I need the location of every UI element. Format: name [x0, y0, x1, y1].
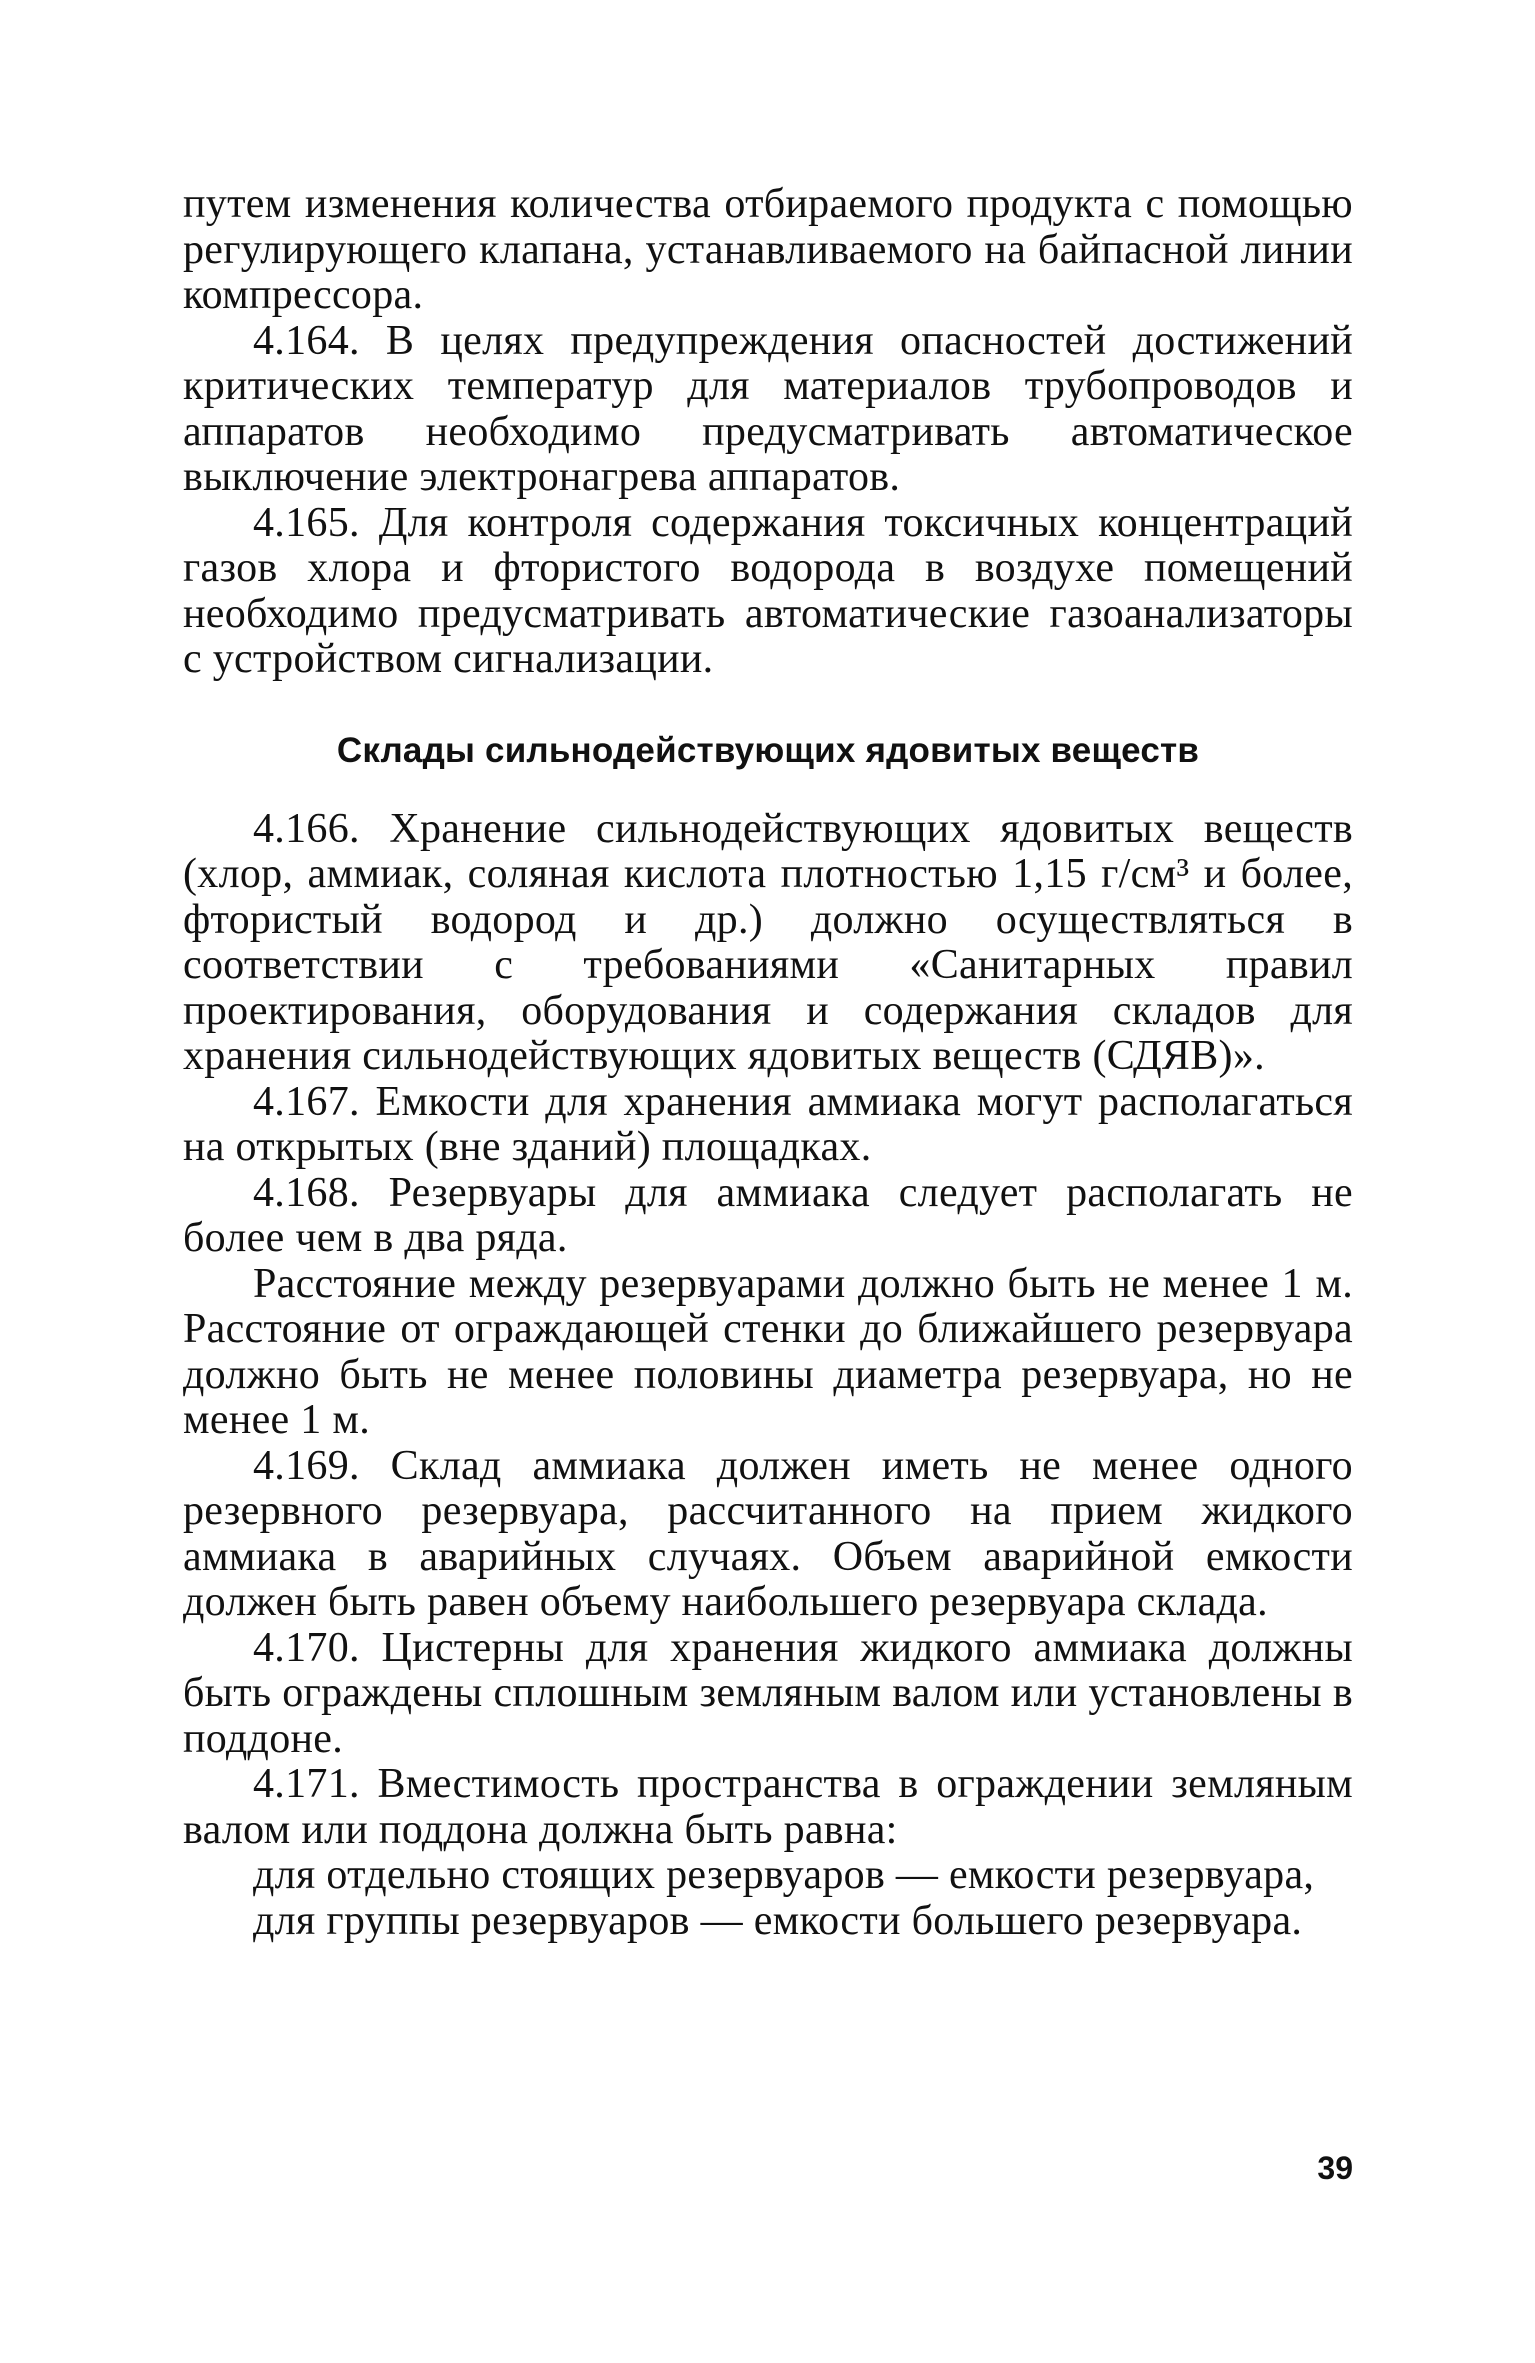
- paragraph-4-168: 4.168. Резервуары для аммиака следует располагать не более чем в два ряда.: [183, 1169, 1353, 1261]
- paragraph-4-171-single: для отдельно стоящих резервуаров — емкости резервуара,: [253, 1852, 1315, 1898]
- paragraph-4-171: 4.171. Вместимость пространства в ограждении земляным валом или поддона должна быть равна:: [183, 1761, 1353, 1853]
- paragraph-continuation: путем изменения количества отбираемого продукта с помощью регулирующего клапана, устанавливаемого на байпасной линии компрессора.: [183, 181, 1353, 318]
- paragraph-4-169: 4.169. Склад аммиака должен иметь не менее одного резервного резервуара, рассчитанного на прием жидкого аммиака в аварийных случаях. Объем аварийной емкости должен быть равен объему наибольшего резервуара склада.: [183, 1442, 1353, 1625]
- paragraph-4-168-distance: Расстояние между резервуарами должно быть не менее 1 м. Расстояние от ограждающей стенки до ближайшего резервуара должно быть не менее половины диаметра резервуара, но не менее 1 м.: [183, 1260, 1353, 1443]
- paragraph-4-167: 4.167. Емкости для хранения аммиака могут располагаться на открытых (вне зданий) площадках.: [183, 1078, 1353, 1170]
- paragraph-4-171-group: для группы резервуаров — емкости большего резервуара.: [253, 1897, 1303, 1944]
- section-heading: Склады сильнодействующих ядовитых веществ: [336, 730, 1200, 770]
- paragraph-4-165: 4.165. Для контроля содержания токсичных концентраций газов хлора и фтористого водорода в воздухе помещений необходимо предусматривать автоматические газоанализаторы с устройством сигнализации.: [183, 499, 1353, 682]
- paragraph-4-166: 4.166. Хранение сильнодействующих ядовитых веществ (хлор, аммиак, соляная кислота плотностью 1,15 г/см³ и более, фтористый водород и др.) должно осуществляться в соответствии с требованиями «Санитарных правил проектирования, оборудования и содержания складов для хранения сильнодействующих ядовитых веществ (СДЯВ)».: [183, 805, 1353, 1079]
- document-page: [183, 182, 1353, 1944]
- paragraph-4-164: 4.164. В целях предупреждения опасностей достижений критических температур для материалов трубопроводов и аппаратов необходимо предусматривать автоматическое выключение электронагрева аппаратов.: [183, 317, 1353, 500]
- page-number: 39: [1317, 2150, 1353, 2186]
- paragraph-4-170: 4.170. Цистерны для хранения жидкого аммиака должны быть ограждены сплошным земляным валом или установлены в поддоне.: [183, 1624, 1353, 1762]
